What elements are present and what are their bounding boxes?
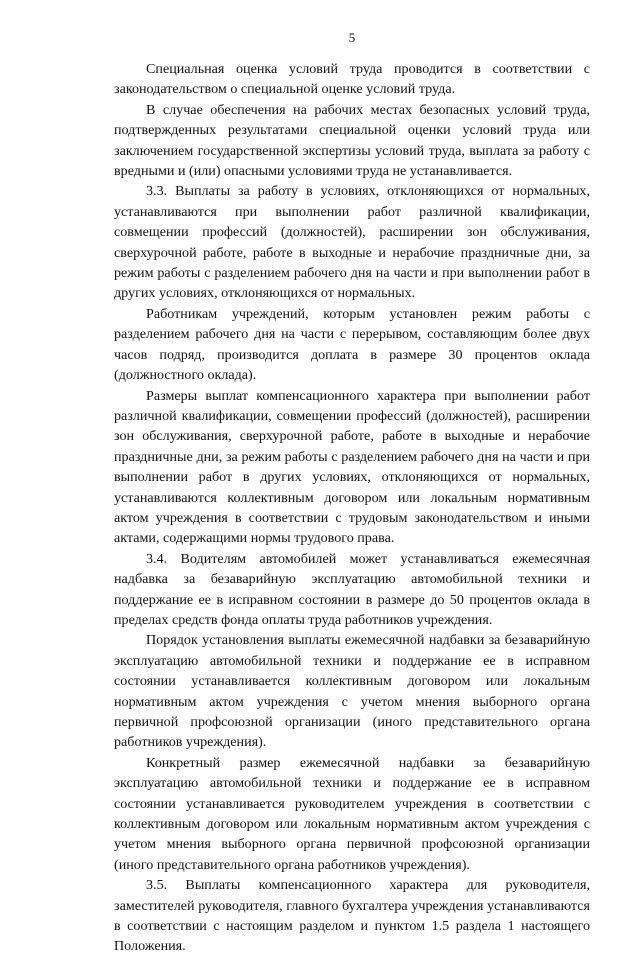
- paragraph-compensation-amounts: Размеры выплат компенсационного характера при выполнении работ различной квалификации, совмещении профессий (должностей), расширении зон обслуживания, сверхурочной работе, работе в выходные и нерабочие праздничные дни, за режим работы с разделением рабочего дня на части и при выполнении работ в других условиях, отклоняющихся от нормальных, устанавливаются коллективным договором или локальным нормативным актом учреждения в соответствии с трудовым законодательством и иными актами, содержащими нормы трудового права.: [114, 387, 590, 547]
- paragraph-bonus-amount: Конкретный размер ежемесячной надбавки за безаварийную эксплуатацию автомобильной техники и поддержание ее в исправном состоянии устанавливается руководителем учреждения в соответствии с коллективным договором или локальным нормативным актом учреждения с учетом мнения выборного органа первичной профсоюзной организации (иного представительного органа работников учреждения).: [114, 754, 590, 873]
- paragraph-section-3-5: 3.5. Выплаты компенсационного характера для руководителя, заместителей руководителя, главного бухгалтера учреждения устанавливаются в соответствии с настоящим разделом и пунктом 1.5 раздела 1 настоящего Положения.: [114, 877, 590, 955]
- paragraph-split-workday: Работникам учреждений, которым установлен режим работы с разделением рабочего дня на части с перерывом, составляющим более двух часов подряд, производится доплата в размере 30 процентов оклада (должностного оклада).: [114, 305, 590, 384]
- paragraph-bonus-procedure: Порядок установления выплаты ежемесячной надбавки за безаварийную эксплуатацию автомобильной техники и поддержание ее в исправном состоянии устанавливается коллективным договором или локальным нормативным актом учреждения с учетом мнения выборного органа первичной профсоюзной организации (иного представительного органа работников учреждения).: [114, 632, 590, 751]
- document-body: [114, 59, 590, 957]
- paragraph-section-3-4: 3.4. Водителям автомобилей может устанавливаться ежемесячная надбавка за безаварийную эксплуатацию автомобильной техники и поддержание ее в исправном состоянии в размере до 50 процентов оклада в пределах средств фонда оплаты труда работников учреждения.: [114, 550, 590, 628]
- page-number: 5: [348, 30, 356, 45]
- paragraph-safe-conditions: В случае обеспечения на рабочих местах безопасных условий труда, подтвержденных результатами специальной оценки условий труда или заключением государственной экспертизы условий труда, выплата за работу с вредными и (или) опасными условиями труда не устанавливается.: [114, 101, 590, 180]
- paragraph-special-assessment: Специальная оценка условий труда проводится в соответствии с законодательством о специальной оценке условий труда.: [114, 61, 590, 98]
- paragraph-section-3-3: 3.3. Выплаты за работу в условиях, отклоняющихся от нормальных, устанавливаются при выполнении работ различной квалификации, совмещении профессий (должностей), расширении зон обслуживания, сверхурочной работе, работе в выходные и нерабочие праздничные дни, за режим работы с разделением рабочего дня на части и при выполнении работ в других условиях, отклоняющихся от нормальных.: [114, 183, 590, 302]
